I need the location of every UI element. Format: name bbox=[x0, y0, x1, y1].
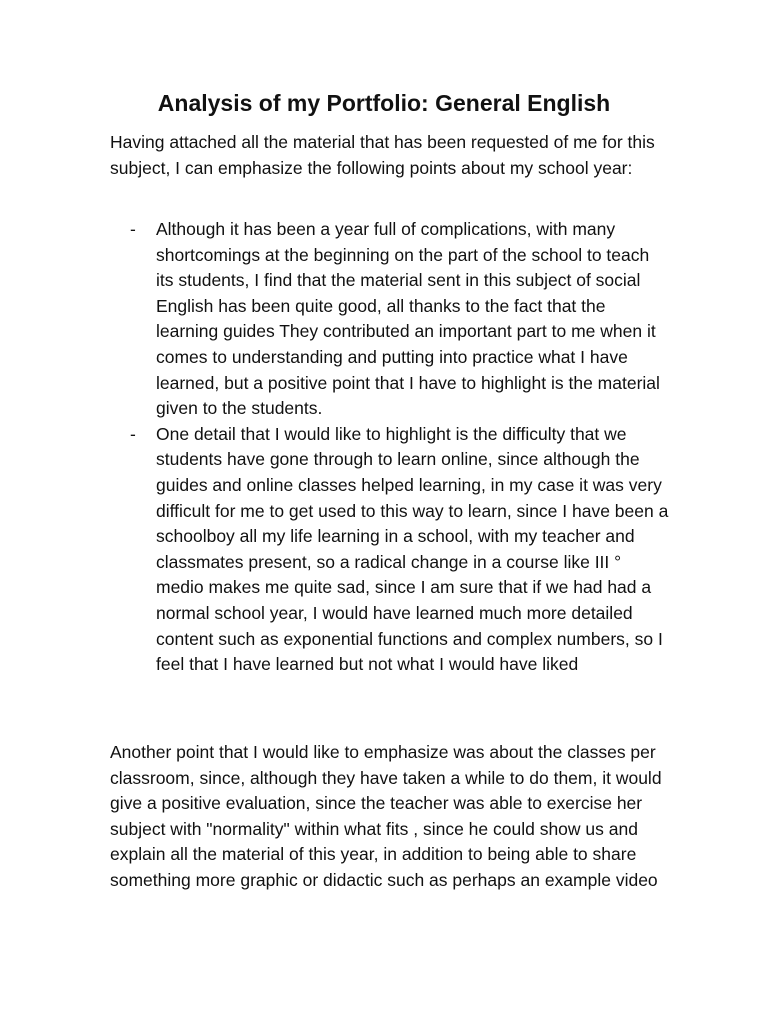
bullet-text: One detail that I would like to highlight is the difficulty that we students have gone through to learn online, since although the guides and online classes helped learning, in my case it was very difficult for me to get used to this way to learn, since I have been a schoolboy all my life learning in a school, with my teacher and classmates present, so a radical change in a course like III ° medio makes me quite sad, since I am sure that if we had had a normal school year, I would have learned much more detailed content such as exponential functions and complex numbers, so I feel that I have learned but not what I would have liked bbox=[156, 423, 669, 675]
bullet-marker: - bbox=[130, 423, 136, 444]
document-title: Analysis of my Portfolio: General English bbox=[157, 90, 611, 116]
bullet-item bbox=[110, 422, 670, 678]
bullet-item bbox=[110, 217, 670, 422]
closing-paragraph: Another point that I would like to emphasize was about the classes per classroom, since, although they have taken a while to do them, it would give a positive evaluation, since the teacher was able to exercise her subject with "normality" within what fits , since he could show us and explain all the material of this year, in addition to being able to share something more graphic or didactic such as perhaps an example video bbox=[110, 742, 662, 890]
intro-paragraph: Having attached all the material that has been requested of me for this subject, I can emphasize the following points about my school year: bbox=[110, 132, 655, 178]
bullet-list bbox=[110, 217, 670, 678]
bullet-text: Although it has been a year full of complications, with many shortcomings at the beginning on the part of the school to teach its students, I find that the material sent in this subject of social English has been quite good, all thanks to the fact that the learning guides They contributed an important part to me when it comes to understanding and putting into practice what I have learned, but a positive point that I have to highlight is the material given to the students. bbox=[156, 219, 660, 419]
bullet-marker: - bbox=[130, 219, 136, 239]
